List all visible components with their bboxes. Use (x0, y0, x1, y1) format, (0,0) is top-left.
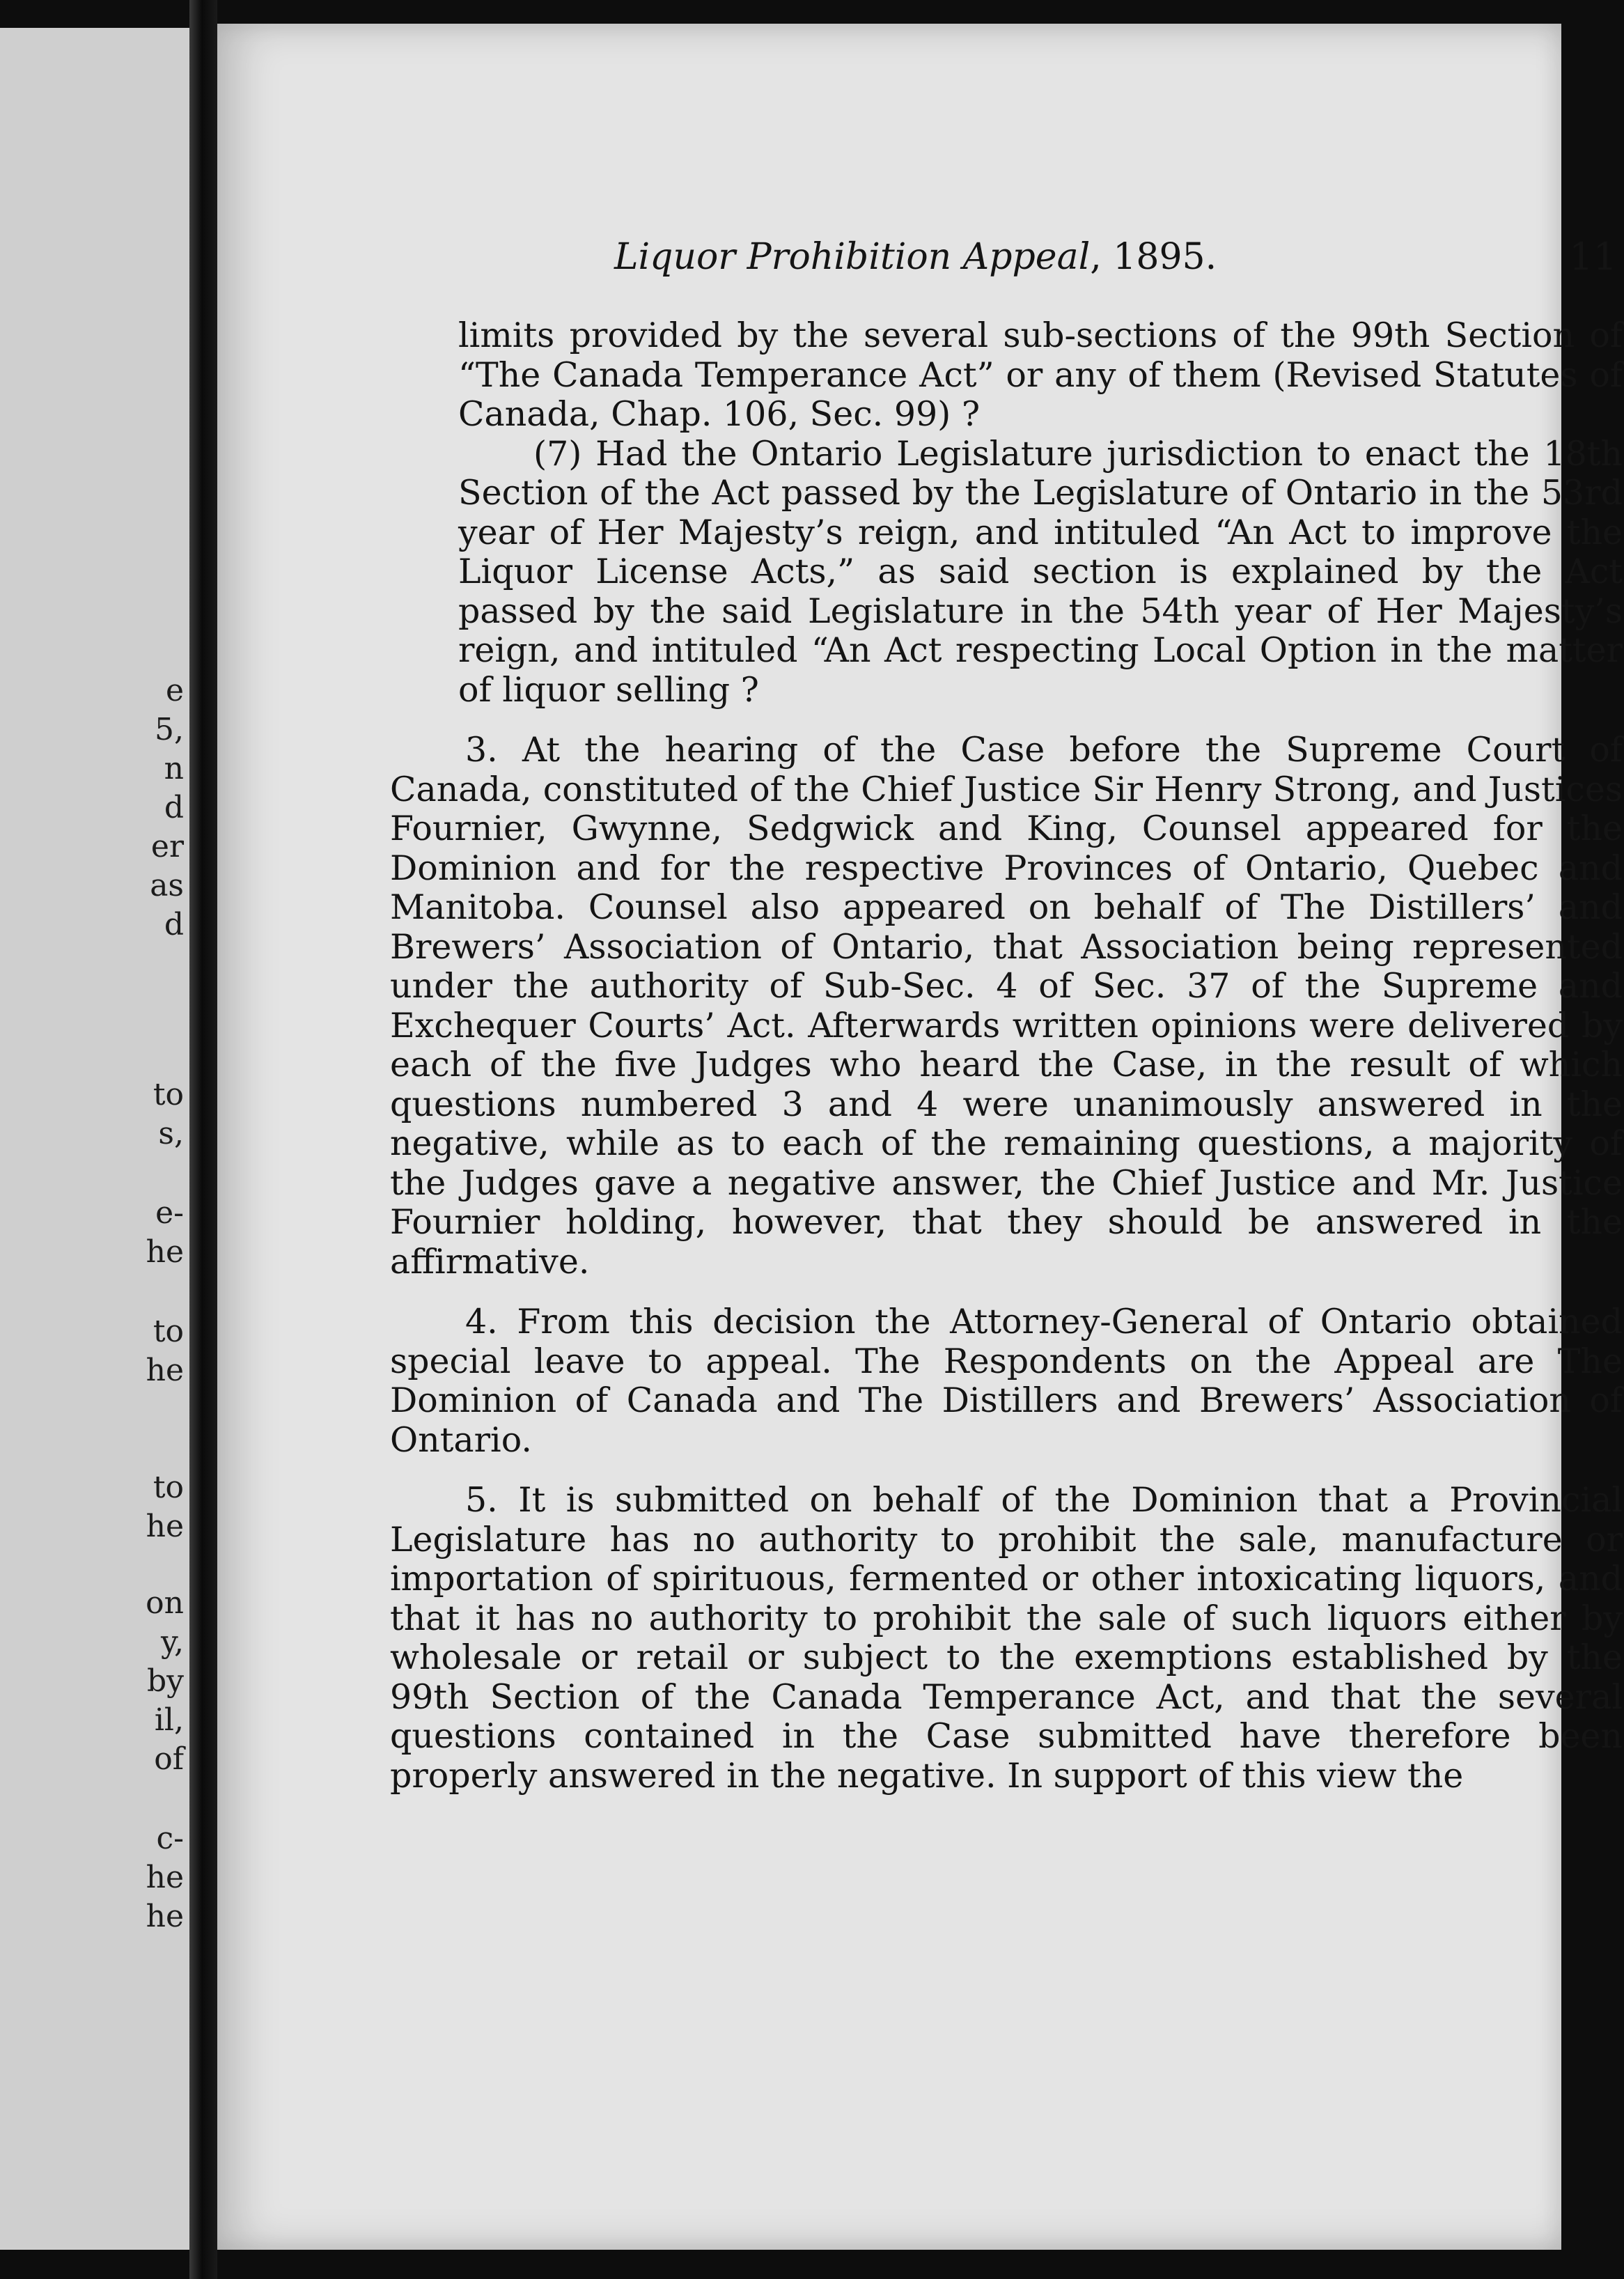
text-fragment: he (146, 1509, 184, 1544)
running-head (614, 233, 1617, 281)
text-fragment: e (165, 673, 184, 708)
page-number: 11 (1569, 235, 1617, 279)
text-fragment: e- (155, 1195, 184, 1231)
text-fragment: er (150, 829, 184, 864)
text-fragment: to (153, 1314, 184, 1349)
main-page (217, 24, 1623, 2250)
text-fragment: to (153, 1470, 184, 1505)
paragraph-5: 5. It is submitted on behalf of the Dominion that a Provincial Legislature has no authority to prohibit the sale, manufacture or importation of spirituous, fermented or other intoxicating liquors, and that it has no authority to prohibit the sale of such liquors either by wholesale or retail or subject to the exemptions established by the 99th Section of the Canada Temperance Act, and that the several questions contained in the Case submitted have therefore been properly answered in the negative. In support of this view the (390, 1480, 1623, 1796)
text-fragment: 5, (155, 712, 184, 747)
text-fragment: s, (158, 1116, 184, 1151)
text-fragment: he (146, 1860, 184, 1895)
text-fragment: he (146, 1899, 184, 1934)
text-fragment: d (164, 790, 184, 825)
running-title-italic: Liquor Prohibition Appeal (614, 236, 1091, 278)
text-fragment: n (164, 751, 184, 786)
text-fragment: by (146, 1663, 184, 1699)
body-text (390, 316, 1623, 1796)
text-fragment: il, (154, 1702, 184, 1738)
text-fragment: c- (156, 1821, 184, 1856)
question-6-continuation: limits provided by the several sub-sections of the 99th Section of “The Canada Temperance Act” or any of them (Revised Statutes of Canada, Chap. 106, Sec. 99) ? (458, 316, 1623, 434)
running-title-year: , 1895. (1090, 236, 1217, 278)
book-gutter (189, 0, 217, 2279)
previous-page-text-fragments (0, 28, 189, 2250)
running-title (614, 233, 1217, 281)
text-fragment: he (146, 1234, 184, 1270)
text-fragment: of (154, 1741, 184, 1777)
text-fragment: as (150, 868, 184, 903)
text-fragment: y, (161, 1624, 184, 1660)
text-fragment: to (153, 1077, 184, 1112)
text-fragment: on (146, 1585, 184, 1621)
text-fragment: he (146, 1353, 184, 1388)
previous-page-edge (0, 28, 194, 2250)
paragraph-4: 4. From this decision the Attorney-General of Ontario obtained special leave to appeal. The Respondents on the Appeal are The Dominion of Canada and The Distillers and Brewers’ Association of Ontario. (390, 1302, 1623, 1460)
paragraph-3: 3. At the hearing of the Case before the Supreme Court of Canada, constituted of the Chief Justice Sir Henry Strong, and Justices Fournier, Gwynne, Sedgwick and King, Counsel appeared for the Dominion and for the respective Provinces of Ontario, Quebec and Manitoba. Counsel also appeared on behalf of The Distillers’ and Brewers’ Association of Ontario, that Association being represented under the authority of Sub-Sec. 4 of Sec. 37 of the Supreme and Exchequer Courts’ Act. Afterwards written opinions were delivered by each of the five Judges who heard the Case, in the result of which questions numbered 3 and 4 were unanimously answered in the negative, while as to each of the remaining questions, a majority of the Judges gave a negative answer, the Chief Justice and Mr. Justice Fournier holding, however, that they should be answered in the affirmative. (390, 730, 1623, 1282)
question-7: (7) Had the Ontario Legislature jurisdiction to enact the 18th Section of the Act passed by the Legislature of Ontario in the 53rd year of Her Majesty’s reign, and intituled “An Act to improve the Liquor License Acts,” as said section is explained by the Act passed by the said Legislature in the 54th year of Her Majesty’s reign, and intituled “An Act respecting Local Option in the matter of liquor selling ? (458, 433, 1623, 710)
text-fragment: d (164, 907, 184, 942)
